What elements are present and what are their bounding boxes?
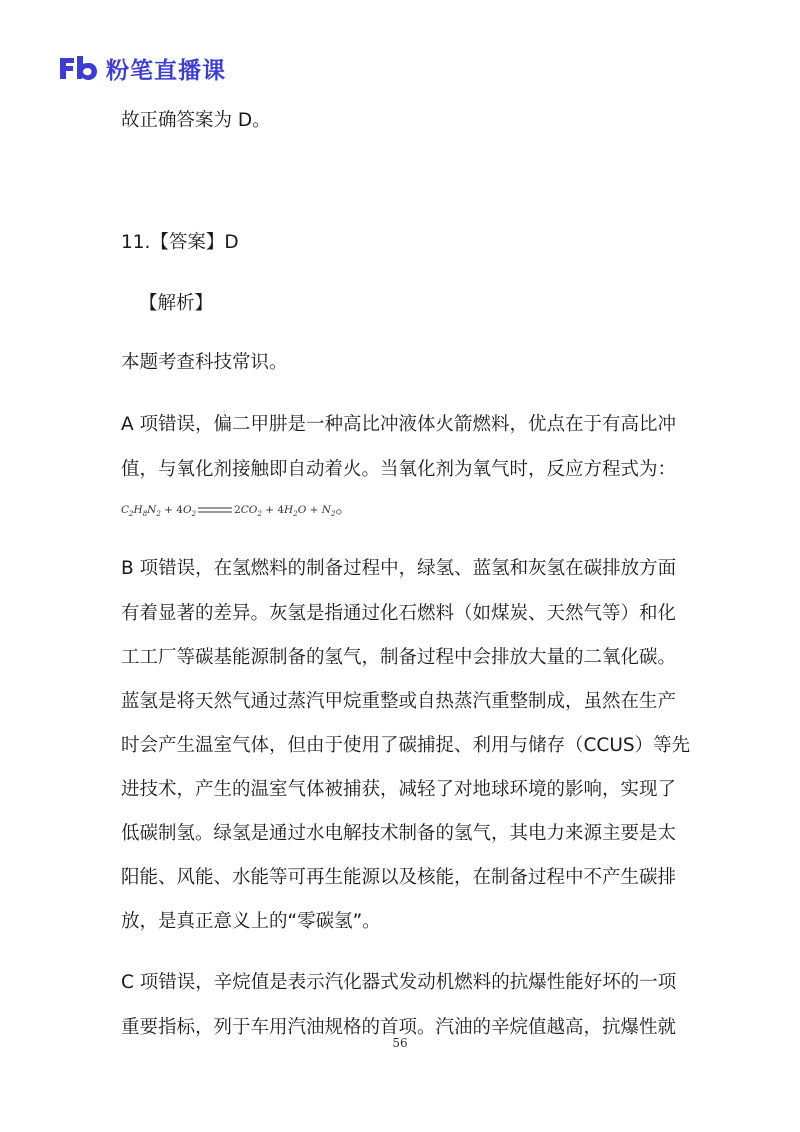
formula-subscript: 2 xyxy=(330,510,336,519)
formula-term: CO xyxy=(240,504,258,516)
formula-end-mark: 。 xyxy=(335,497,354,518)
formula-term: C xyxy=(121,504,130,516)
formula-term: H xyxy=(284,504,294,516)
page-header xyxy=(58,52,226,84)
formula-term: N xyxy=(321,504,331,516)
formula-coefficient: 4 xyxy=(176,504,183,516)
text-line: 低碳制氢。绿氢是通过水电解技术制备的氢气，其电力来源主要是太 xyxy=(121,823,677,844)
text-line: 有着显著的差异。灰氢是指通过化石燃料（如煤炭、天然气等）和化 xyxy=(121,603,677,624)
brand-name: 粉笔直播课 xyxy=(106,57,226,84)
answer-line: 11.【答案】D xyxy=(121,232,239,253)
text-line: C 项错误，辛烷值是表示汽化器式发动机燃料的抗爆性能好坏的一项 xyxy=(121,972,677,993)
formula-subscript: 2 xyxy=(257,510,262,519)
fb-logo-icon xyxy=(58,54,98,82)
text-line: 阳能、风能、水能等可再生能源以及核能，在制备过程中不产生碳排 xyxy=(121,867,677,888)
formula-plus: + xyxy=(261,504,278,516)
formula-subscript: 2 xyxy=(156,510,161,519)
text-line: 故正确答案为 D。 xyxy=(121,110,271,131)
text-line: B 项错误，在氢燃料的制备过程中，绿氢、蓝氢和灰氢在碳排放方面 xyxy=(121,558,677,579)
formula-plus: + xyxy=(160,504,177,516)
formula-coefficient: 4 xyxy=(277,504,285,516)
text-line: 重要指标，列于车用汽油规格的首项。汽油的辛烷值越高，抗爆性就 xyxy=(121,1017,677,1038)
text-line: 值，与氧化剂接触即自动着火。当氧化剂为氧气时，反应方程式为： xyxy=(121,459,677,480)
formula-term: O xyxy=(182,504,192,516)
formula-term: N xyxy=(147,504,157,516)
analysis-heading: 【解析】 xyxy=(139,293,214,314)
formula-term: H xyxy=(133,504,143,516)
formula-subscript: 2 xyxy=(293,510,298,519)
text-line: 工工厂等碳基能源制备的氢气，制备过程中会排放大量的二氧化碳。 xyxy=(121,647,677,668)
formula-subscript: 2 xyxy=(191,510,197,519)
text-line: 放，是真正意义上的“零碳氢”。 xyxy=(121,911,381,932)
formula-coefficient: 2 xyxy=(234,504,241,516)
text-line: 本题考查科技常识。 xyxy=(121,352,288,373)
formula-subscript: 8 xyxy=(142,510,148,519)
reaction-equation xyxy=(121,493,354,519)
text-line: 时会产生温室气体，但由于使用了碳捕捉、利用与储存（CCUS）等先 xyxy=(121,735,691,756)
page-number: 56 xyxy=(392,1036,408,1050)
formula-term: O xyxy=(297,504,307,516)
reaction-equals-sign xyxy=(198,506,232,514)
text-line: 蓝氢是将天然气通过蒸汽甲烷重整或自热蒸汽重整制成，虽然在生产 xyxy=(121,691,677,712)
formula-subscript: 2 xyxy=(129,510,134,519)
text-line: 进技术，产生的温室气体被捕获，减轻了对地球环境的影响，实现了 xyxy=(121,779,677,800)
text-line: A 项错误，偏二甲肼是一种高比冲液体火箭燃料，优点在于有高比冲 xyxy=(121,414,677,435)
formula-plus: + xyxy=(306,504,322,516)
